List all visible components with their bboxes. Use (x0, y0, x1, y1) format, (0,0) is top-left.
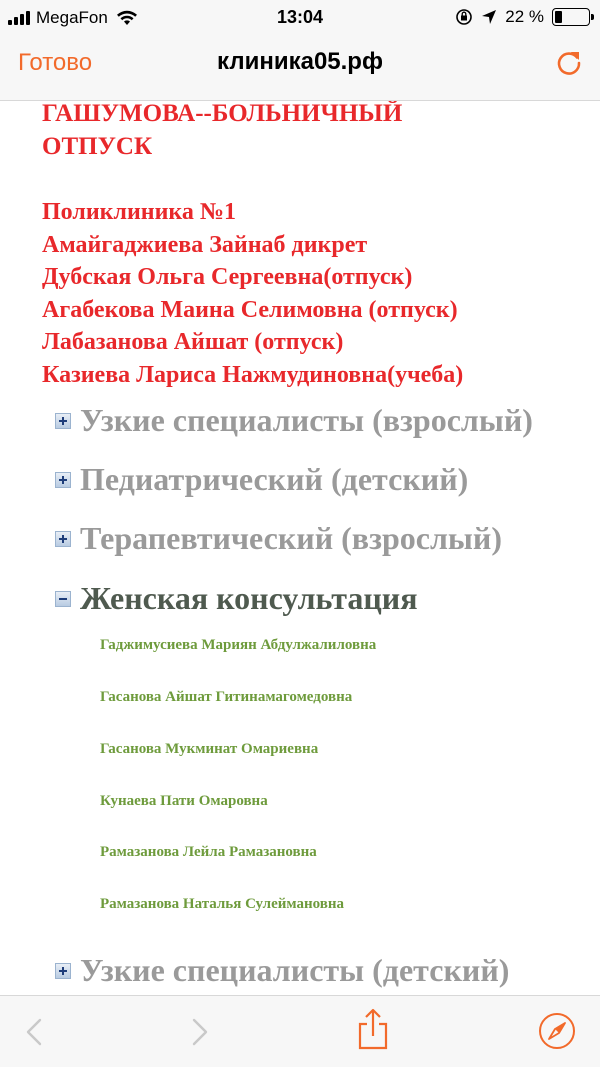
doctor-link[interactable]: Кунаева Пати Омаровна (100, 793, 268, 809)
web-content (0, 101, 600, 995)
section-label[interactable]: Узкие специалисты (детский) (80, 952, 510, 988)
doctor-link[interactable]: Гаджимусиева Мариян Абдулжалиловна (100, 637, 377, 653)
collapse-icon[interactable] (55, 591, 71, 607)
done-button[interactable]: Готово (18, 49, 93, 76)
status-bar (0, 0, 600, 36)
list-item: Лабазанова Айшат (отпуск) (42, 329, 344, 355)
battery-percent: 22 % (505, 7, 544, 26)
forward-icon[interactable] (180, 1014, 216, 1050)
doctor-link[interactable]: Гасанова Мукминат Омариевна (100, 741, 319, 757)
section-therapeutic[interactable] (55, 520, 502, 557)
status-time: 13:04 (276, 7, 324, 27)
list-item: Казиева Лариса Нажмудиновна(учеба) (42, 361, 464, 388)
status-right (455, 7, 590, 27)
list-item: Дубская Ольга Сергеевна(отпуск) (42, 264, 413, 290)
list-item: Агабекова Маина Селимовна (отпуск) (42, 296, 458, 323)
expand-icon[interactable] (55, 963, 71, 979)
list-item: Амайгаджиева Зайнаб дикрет (42, 231, 368, 258)
section-label[interactable]: Педиатрический (детский) (80, 461, 469, 497)
expand-icon[interactable] (55, 472, 71, 488)
share-icon[interactable] (355, 1008, 391, 1050)
section-narrow-specialists-child[interactable] (55, 952, 509, 989)
safari-compass-icon[interactable] (538, 1012, 576, 1050)
section-pediatric[interactable] (55, 461, 468, 498)
section-narrow-specialists-adult[interactable] (55, 402, 533, 439)
orientation-lock-icon (455, 8, 473, 26)
bottom-toolbar (0, 995, 600, 1067)
header-title (42, 101, 582, 163)
location-arrow-icon (481, 9, 497, 25)
carrier-name: MegaFon (36, 8, 108, 27)
header-title-line: ОТПУСК (42, 133, 153, 160)
navigation-bar (0, 36, 600, 101)
list-item: Поликлиника №1 (42, 199, 237, 225)
section-label[interactable]: Женская консультация (80, 580, 418, 616)
page-title: клиника05.рф (217, 48, 383, 75)
battery-level (555, 11, 562, 23)
doctor-link[interactable]: Рамазанова Наталья Сулеймановна (100, 896, 345, 912)
expand-icon[interactable] (55, 531, 71, 547)
battery-icon (552, 8, 590, 26)
clinic-list (42, 196, 582, 391)
doctor-link[interactable]: Рамазанова Лейла Рамазановна (100, 844, 317, 860)
expand-icon[interactable] (55, 413, 71, 429)
back-icon[interactable] (18, 1014, 54, 1050)
section-womens-consultation[interactable] (55, 580, 418, 617)
section-label[interactable]: Терапевтический (взрослый) (80, 520, 502, 556)
doctor-link[interactable]: Гасанова Айшат Гитинамагомедовна (100, 689, 353, 705)
header-title-line: ГАШУМОВА--БОЛЬНИЧНЫЙ (42, 101, 403, 127)
section-label[interactable]: Узкие специалисты (взрослый) (80, 402, 533, 438)
reload-icon[interactable] (554, 48, 584, 78)
